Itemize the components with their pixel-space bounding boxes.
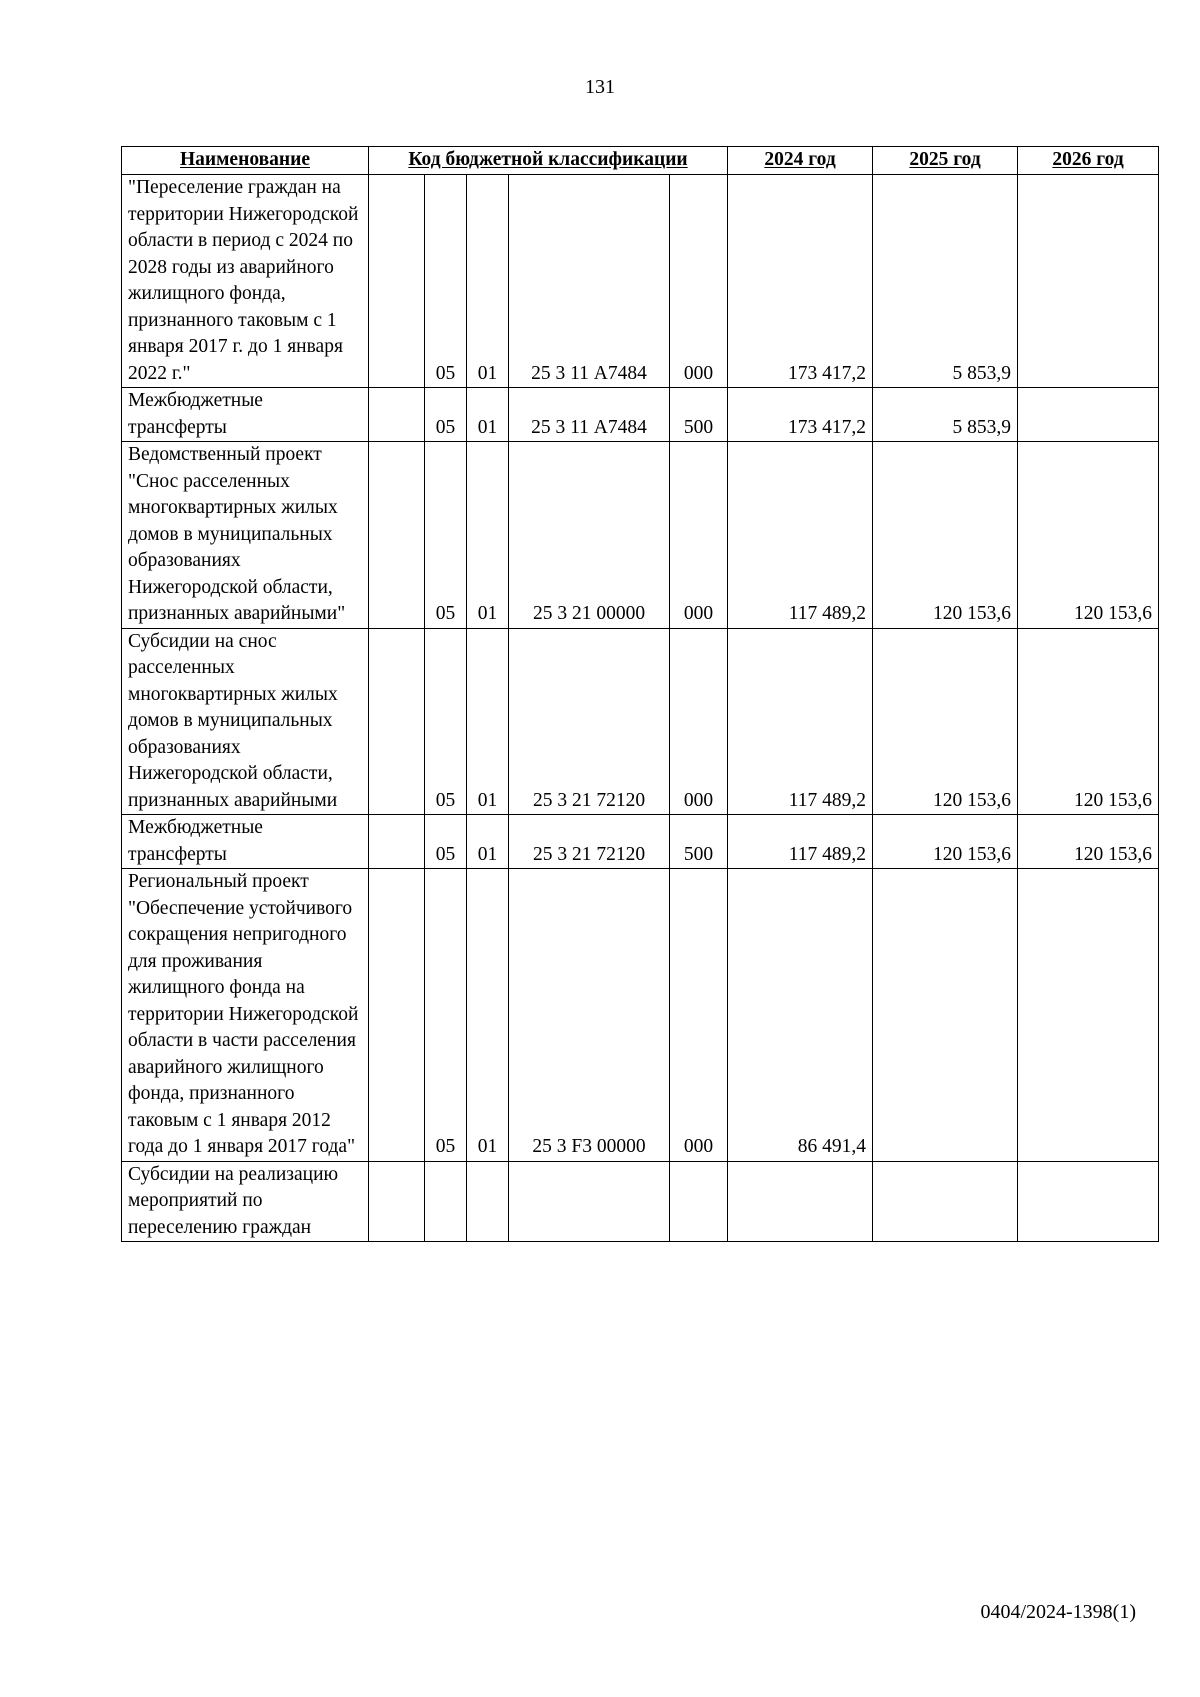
cell-2025: 120 153,6	[873, 442, 1018, 629]
cell-section: 05	[425, 815, 467, 869]
header-2025: 2025 год	[873, 147, 1018, 175]
cell-2024: 173 417,2	[728, 175, 873, 388]
cell-2026	[1018, 388, 1159, 442]
cell-2025	[873, 1161, 1018, 1242]
cell-expense-type	[670, 1161, 728, 1242]
cell-expense-type: 500	[670, 388, 728, 442]
cell-section: 05	[425, 628, 467, 815]
budget-table	[121, 146, 1159, 1242]
cell-2026: 120 153,6	[1018, 815, 1159, 869]
cell-subsection: 01	[467, 442, 509, 629]
cell-code-1	[369, 388, 425, 442]
cell-code-1	[369, 628, 425, 815]
cell-subsection: 01	[467, 869, 509, 1162]
table-row	[122, 175, 1159, 388]
cell-name: Субсидии на реализацию мероприятий по переселению граждан	[122, 1161, 369, 1242]
cell-name: Ведомственный проект "Снос расселенных многоквартирных жилых домов в муниципальных образованиях Нижегородской области, признанных аварийными"	[122, 442, 369, 629]
table-row	[122, 1161, 1159, 1242]
cell-subsection: 01	[467, 815, 509, 869]
cell-code-1	[369, 815, 425, 869]
cell-2025: 5 853,9	[873, 175, 1018, 388]
cell-section	[425, 1161, 467, 1242]
cell-name: Межбюджетные трансферты	[122, 388, 369, 442]
cell-target-article: 25 3 F3 00000	[509, 869, 670, 1162]
cell-subsection: 01	[467, 628, 509, 815]
cell-code-1	[369, 175, 425, 388]
cell-target-article: 25 3 11 А7484	[509, 388, 670, 442]
table-row	[122, 869, 1159, 1162]
cell-section: 05	[425, 388, 467, 442]
table-row	[122, 628, 1159, 815]
cell-2026	[1018, 175, 1159, 388]
header-2024: 2024 год	[728, 147, 873, 175]
page-number: 131	[585, 76, 615, 98]
cell-target-article: 25 3 21 00000	[509, 442, 670, 629]
cell-target-article: 25 3 11 А7484	[509, 175, 670, 388]
cell-2024: 117 489,2	[728, 442, 873, 629]
cell-2025: 120 153,6	[873, 815, 1018, 869]
cell-expense-type: 000	[670, 869, 728, 1162]
cell-subsection: 01	[467, 175, 509, 388]
document-code: 0404/2024-1398(1)	[980, 1601, 1136, 1623]
table-row	[122, 815, 1159, 869]
cell-2025	[873, 869, 1018, 1162]
cell-2026	[1018, 1161, 1159, 1242]
cell-target-article: 25 3 21 72120	[509, 815, 670, 869]
cell-name: Субсидии на снос расселенных многоквартирных жилых домов в муниципальных образованиях Нижегородской области, признанных аварийными	[122, 628, 369, 815]
cell-expense-type: 000	[670, 628, 728, 815]
table-row	[122, 442, 1159, 629]
cell-name: "Переселение граждан на территории Нижегородской области в период с 2024 по 2028 годы из аварийного жилищного фонда, признанного таковым с 1 января 2017 г. до 1 января 2022 г."	[122, 175, 369, 388]
cell-code-1	[369, 869, 425, 1162]
cell-section: 05	[425, 442, 467, 629]
cell-subsection	[467, 1161, 509, 1242]
cell-2025: 120 153,6	[873, 628, 1018, 815]
cell-expense-type: 500	[670, 815, 728, 869]
table-header-row	[122, 147, 1159, 175]
header-name: Наименование	[122, 147, 369, 175]
cell-2024	[728, 1161, 873, 1242]
cell-name: Межбюджетные трансферты	[122, 815, 369, 869]
cell-2024: 86 491,4	[728, 869, 873, 1162]
cell-2024: 173 417,2	[728, 388, 873, 442]
cell-2025: 5 853,9	[873, 388, 1018, 442]
cell-target-article	[509, 1161, 670, 1242]
cell-2026	[1018, 869, 1159, 1162]
cell-expense-type: 000	[670, 442, 728, 629]
table-row	[122, 388, 1159, 442]
table-body	[122, 175, 1159, 1242]
cell-name: Региональный проект "Обеспечение устойчивого сокращения непригодного для проживания жилищного фонда на территории Нижегородской области в части расселения аварийного жилищного фонда, признанного таковым с 1 января 2012 года до 1 января 2017 года"	[122, 869, 369, 1162]
header-2026: 2026 год	[1018, 147, 1159, 175]
cell-expense-type: 000	[670, 175, 728, 388]
cell-2024: 117 489,2	[728, 628, 873, 815]
cell-2026: 120 153,6	[1018, 442, 1159, 629]
cell-2026: 120 153,6	[1018, 628, 1159, 815]
cell-section: 05	[425, 175, 467, 388]
header-code: Код бюджетной классификации	[369, 147, 728, 175]
cell-section: 05	[425, 869, 467, 1162]
cell-code-1	[369, 1161, 425, 1242]
cell-target-article: 25 3 21 72120	[509, 628, 670, 815]
cell-2024: 117 489,2	[728, 815, 873, 869]
cell-subsection: 01	[467, 388, 509, 442]
cell-code-1	[369, 442, 425, 629]
